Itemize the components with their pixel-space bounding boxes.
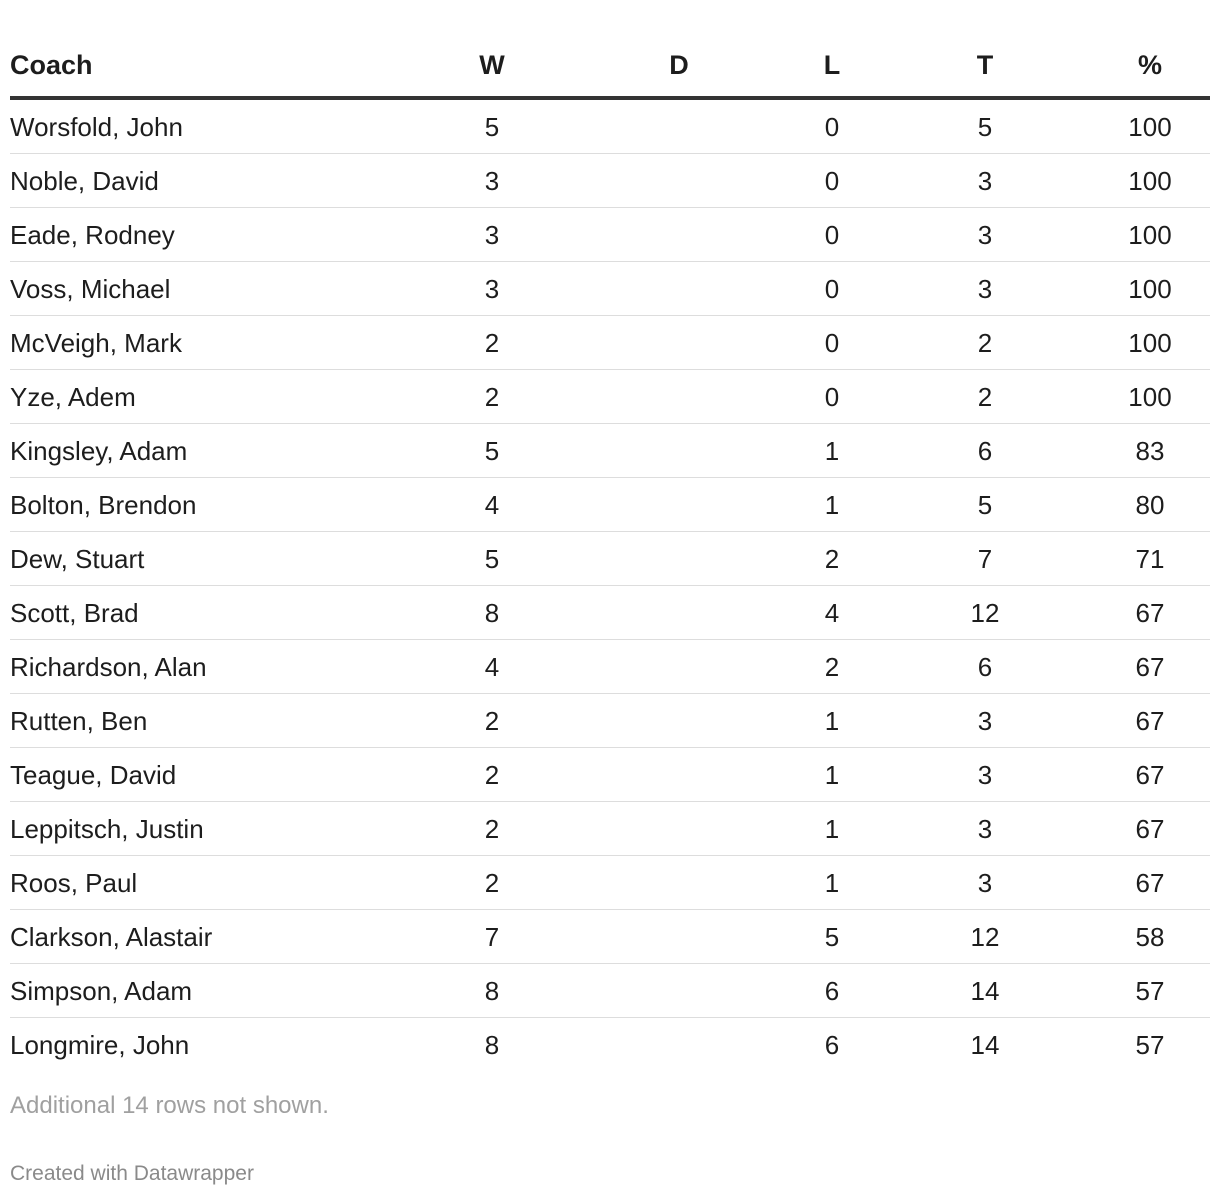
column-header-coach[interactable]: Coach <box>10 34 410 98</box>
table-row <box>10 424 1210 478</box>
table-header <box>10 34 1210 98</box>
cell-d <box>574 424 784 478</box>
coach-record-table <box>10 34 1210 1071</box>
cell-t: 7 <box>880 532 1090 586</box>
table-row <box>10 98 1210 154</box>
cell-l: 1 <box>784 694 880 748</box>
cell-w: 2 <box>410 370 574 424</box>
cell-w: 3 <box>410 154 574 208</box>
cell-coach: Bolton, Brendon <box>10 478 410 532</box>
table-row <box>10 694 1210 748</box>
cell-coach: Voss, Michael <box>10 262 410 316</box>
cell-coach: Roos, Paul <box>10 856 410 910</box>
table-row <box>10 586 1210 640</box>
cell-l: 6 <box>824 1029 840 1060</box>
cell-pct: 100 <box>1090 316 1210 370</box>
table-row <box>10 640 1210 694</box>
cell-d <box>574 154 784 208</box>
cell-pct: 100 <box>1090 154 1210 208</box>
cell-l: 1 <box>784 856 880 910</box>
cell-w: 2 <box>410 802 574 856</box>
header-row <box>10 34 1210 98</box>
cell-t: 5 <box>880 98 1090 154</box>
cell-pct: 80 <box>1090 478 1210 532</box>
cell-w: 2 <box>410 856 574 910</box>
cell-pct: 67 <box>1090 694 1210 748</box>
cell-d <box>574 964 784 1018</box>
cell-w: 2 <box>410 316 574 370</box>
cell-l: 0 <box>784 154 880 208</box>
cell-d <box>574 856 784 910</box>
cell-coach: Clarkson, Alastair <box>10 910 410 964</box>
credit-text: Created with Datawrapper <box>10 1162 254 1185</box>
cell-w: 2 <box>410 694 574 748</box>
cell-d <box>574 208 784 262</box>
cell-l: 1 <box>784 802 880 856</box>
cell-pct: 67 <box>1090 856 1210 910</box>
cell-t: 3 <box>880 856 1090 910</box>
cell-pct: 100 <box>1090 370 1210 424</box>
cell-coach: Yze, Adem <box>10 370 410 424</box>
cell-pct: 100 <box>1090 98 1210 154</box>
cell-d <box>574 478 784 532</box>
cell-coach: Dew, Stuart <box>10 532 410 586</box>
column-header-l[interactable]: L <box>784 34 880 98</box>
cell-coach: Teague, David <box>10 748 410 802</box>
table-row <box>10 478 1210 532</box>
table-row <box>10 208 1210 262</box>
cell-pct: 57 <box>1090 964 1210 1018</box>
cell-t: 3 <box>880 208 1090 262</box>
cell-coach: Longmire, John <box>10 1029 190 1060</box>
cell-coach: Kingsley, Adam <box>10 424 410 478</box>
cell-pct: 83 <box>1090 424 1210 478</box>
table-row <box>10 964 1210 1018</box>
cell-t: 3 <box>880 154 1090 208</box>
cell-t: 12 <box>880 586 1090 640</box>
cell-t: 3 <box>880 748 1090 802</box>
table-row <box>10 1018 1210 1072</box>
cell-t: 3 <box>880 802 1090 856</box>
cell-pct: 71 <box>1090 532 1210 586</box>
cell-pct: 100 <box>1090 262 1210 316</box>
cell-w: 8 <box>410 586 574 640</box>
cell-w: 5 <box>410 98 574 154</box>
cell-pct: 100 <box>1090 208 1210 262</box>
cell-d <box>574 262 784 316</box>
cell-l: 0 <box>784 262 880 316</box>
cell-pct: 67 <box>1090 640 1210 694</box>
cell-t: 14 <box>880 964 1090 1018</box>
cell-w: 3 <box>410 262 574 316</box>
cell-d <box>574 640 784 694</box>
cell-l: 5 <box>784 910 880 964</box>
cell-d <box>574 370 784 424</box>
cell-l: 0 <box>784 370 880 424</box>
cell-pct: 58 <box>1090 910 1210 964</box>
cell-coach: Scott, Brad <box>10 586 410 640</box>
cell-l: 1 <box>784 748 880 802</box>
cell-pct: 67 <box>1090 586 1210 640</box>
cell-w: 3 <box>410 208 574 262</box>
cell-t: 2 <box>880 370 1090 424</box>
table-row <box>10 316 1210 370</box>
cell-w: 4 <box>410 640 574 694</box>
cell-w: 5 <box>410 532 574 586</box>
cell-w: 7 <box>410 910 574 964</box>
coach-table-container <box>10 34 1210 1071</box>
cell-t: 5 <box>880 478 1090 532</box>
cell-t: 12 <box>880 910 1090 964</box>
cell-d <box>574 98 784 154</box>
cell-t: 14 <box>970 1029 1000 1060</box>
column-header-w[interactable]: W <box>410 34 574 98</box>
cell-coach: Rutten, Ben <box>10 694 410 748</box>
cell-coach: Richardson, Alan <box>10 640 410 694</box>
cell-t: 3 <box>880 262 1090 316</box>
column-header-d[interactable]: D <box>574 34 784 98</box>
cell-d <box>574 802 784 856</box>
column-header-t[interactable]: T <box>880 34 1090 98</box>
table-row <box>10 154 1210 208</box>
cell-coach: Noble, David <box>10 154 410 208</box>
table-row <box>10 532 1210 586</box>
column-header-pct[interactable]: % <box>1090 34 1210 98</box>
table-body <box>10 98 1210 1071</box>
cell-d <box>574 586 784 640</box>
table-row <box>10 802 1210 856</box>
cell-d <box>574 316 784 370</box>
cell-d <box>574 694 784 748</box>
cell-pct: 57 <box>1135 1029 1165 1060</box>
cell-l: 6 <box>784 964 880 1018</box>
cell-pct: 67 <box>1090 802 1210 856</box>
cell-w: 5 <box>410 424 574 478</box>
table-row <box>10 910 1210 964</box>
table-row <box>10 262 1210 316</box>
cell-coach: Eade, Rodney <box>10 208 410 262</box>
table-row <box>10 748 1210 802</box>
cell-l: 1 <box>784 478 880 532</box>
cell-l: 1 <box>784 424 880 478</box>
cell-w: 4 <box>410 478 574 532</box>
cell-l: 0 <box>784 208 880 262</box>
cell-coach: Worsfold, John <box>10 98 410 154</box>
cell-l: 2 <box>784 532 880 586</box>
cell-d <box>574 910 784 964</box>
cell-d <box>574 532 784 586</box>
cell-d <box>574 748 784 802</box>
table-row <box>10 370 1210 424</box>
cell-t: 6 <box>880 424 1090 478</box>
cell-w: 8 <box>410 964 574 1018</box>
cell-coach: McVeigh, Mark <box>10 316 410 370</box>
table-row <box>10 856 1210 910</box>
cell-w: 8 <box>484 1029 500 1060</box>
cell-t: 2 <box>880 316 1090 370</box>
cell-pct: 67 <box>1090 748 1210 802</box>
cell-w: 2 <box>410 748 574 802</box>
cell-l: 0 <box>784 316 880 370</box>
cell-d <box>574 1018 784 1072</box>
cell-l: 0 <box>784 98 880 154</box>
footnote: Additional 14 rows not shown. <box>10 1092 329 1119</box>
cell-t: 6 <box>880 640 1090 694</box>
cell-l: 4 <box>784 586 880 640</box>
cell-t: 3 <box>880 694 1090 748</box>
cell-l: 2 <box>784 640 880 694</box>
cell-coach: Simpson, Adam <box>10 964 410 1018</box>
cell-coach: Leppitsch, Justin <box>10 802 410 856</box>
